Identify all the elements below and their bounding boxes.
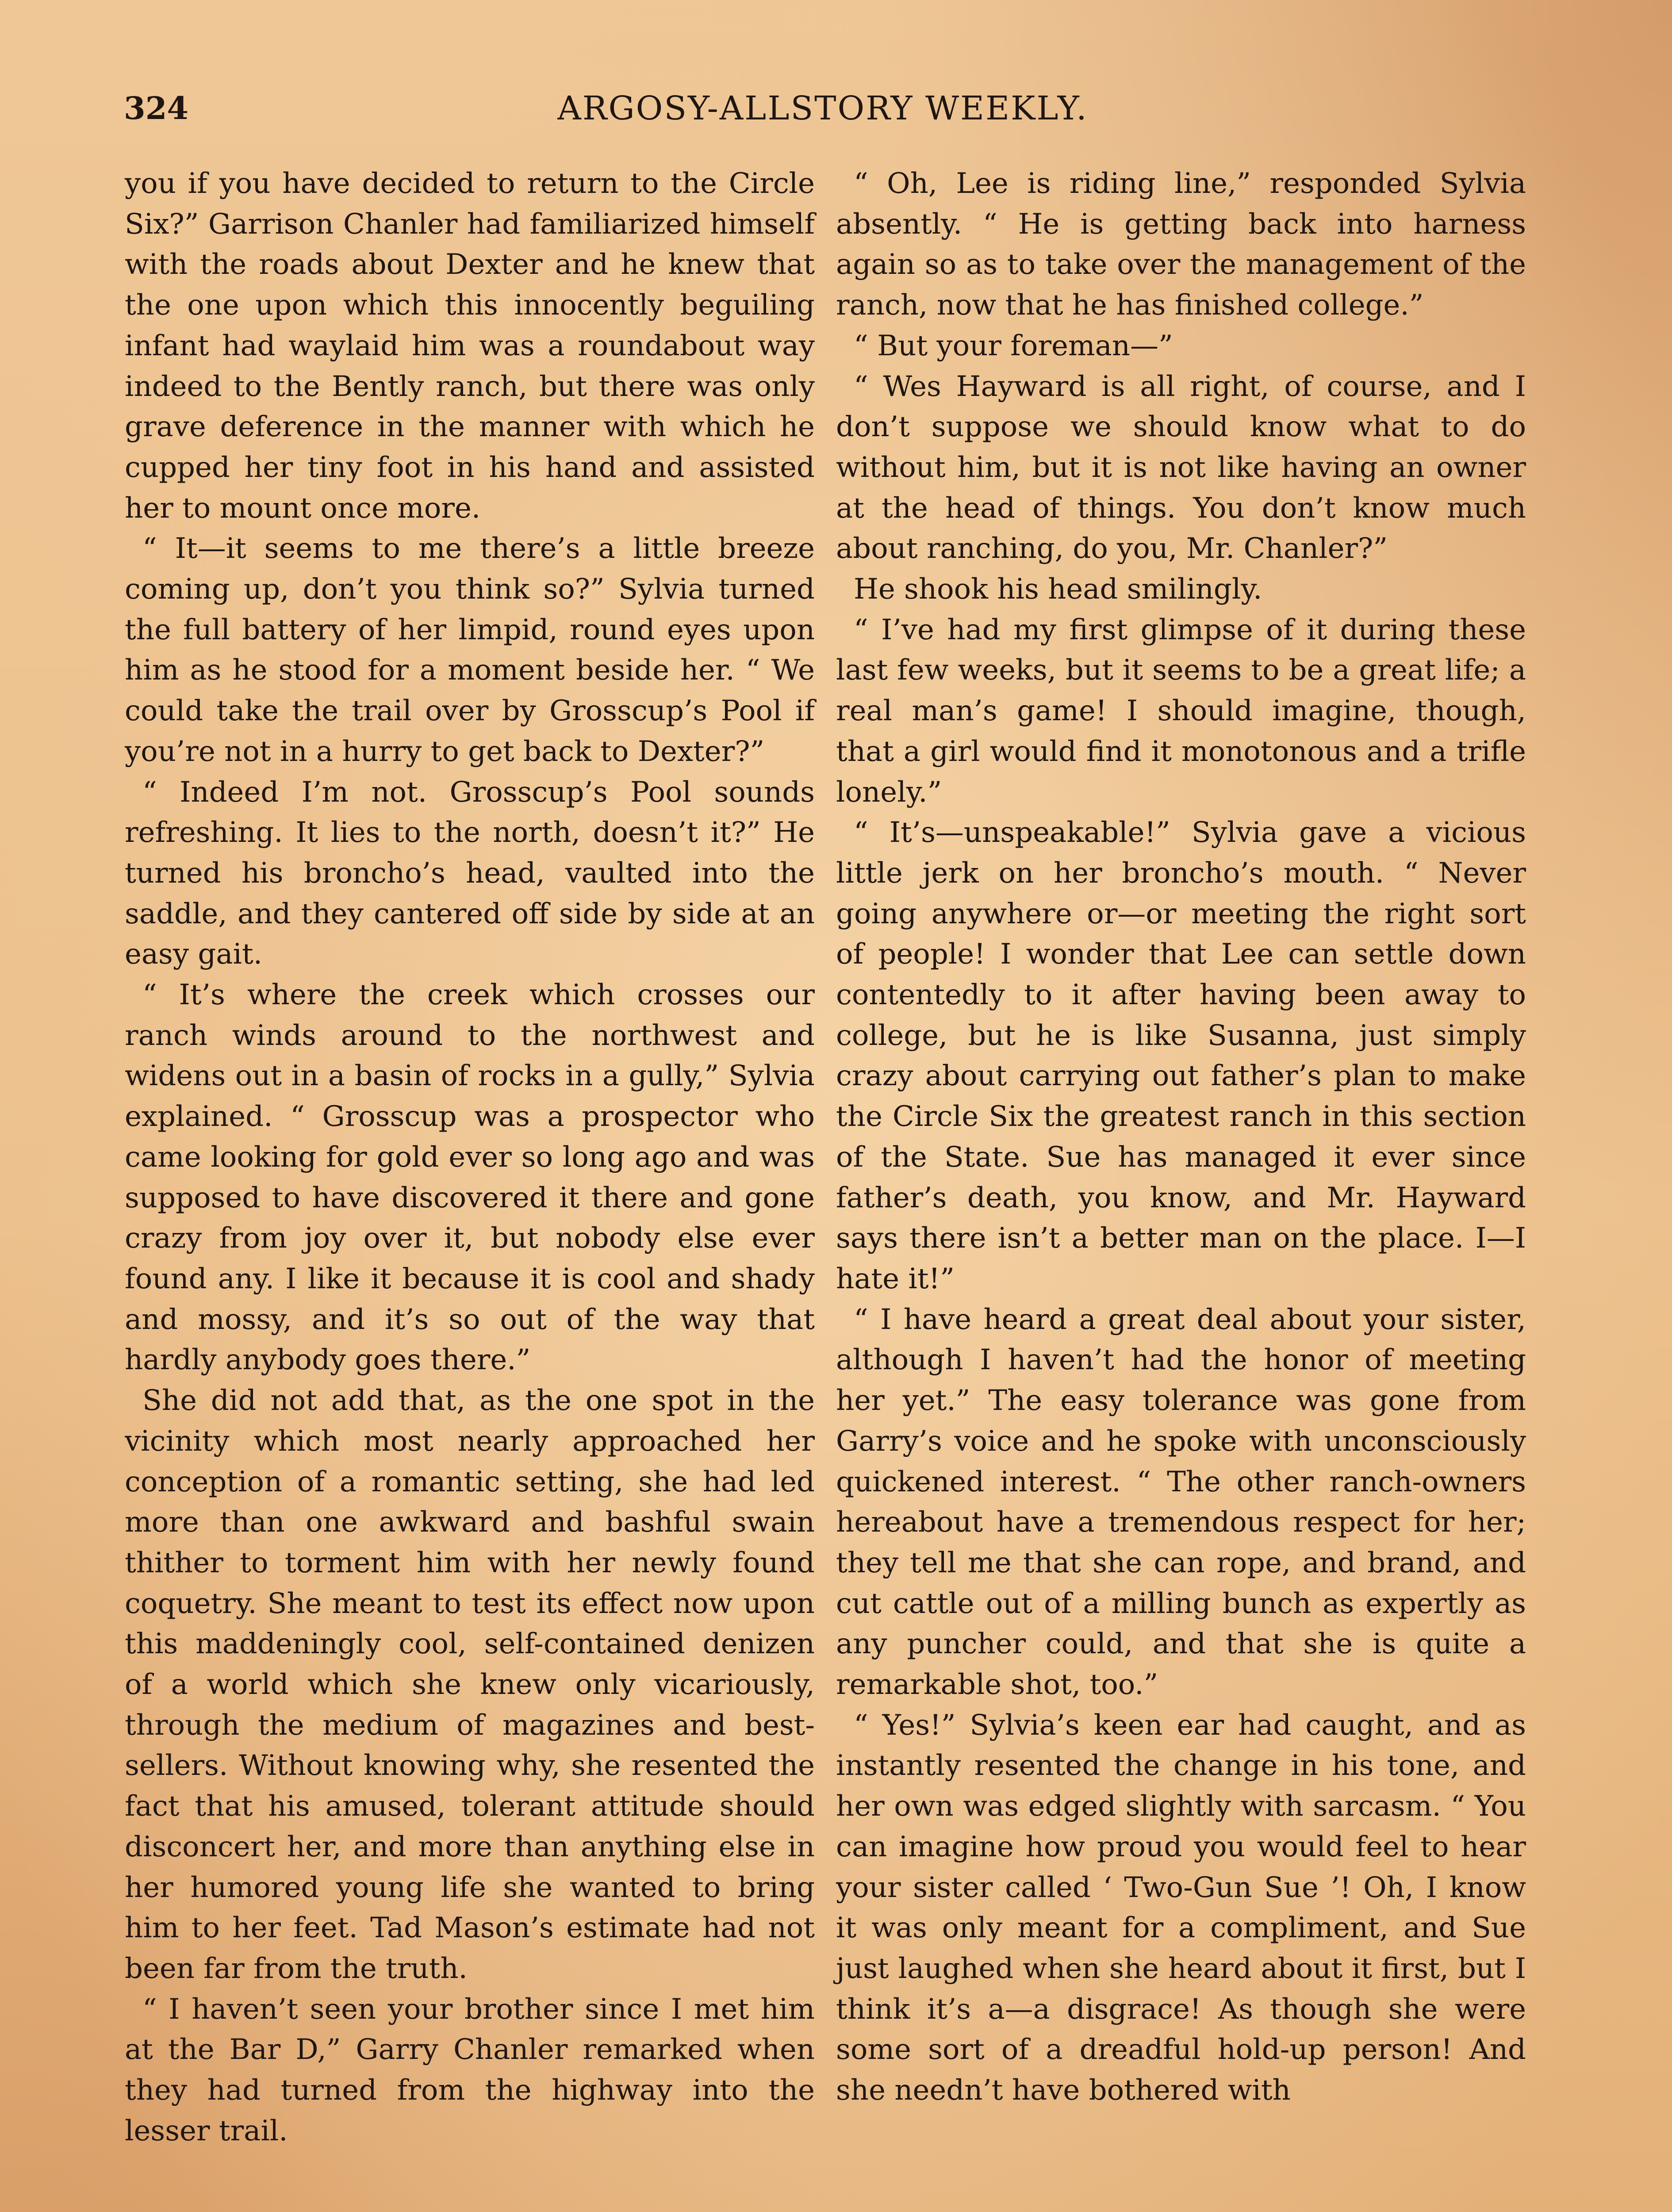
paragraph: you if you have decided to return to the Circle Six?” Garrison Chanler had familiarized himself with the roads about Dexter and he knew that the one upon which this innocently beguiling infant had waylaid him was a roundabout way indeed to the Bently ranch, but there was only grave deference in the manner with which he cupped her tiny foot in his hand and assisted her to mount once more. — [125, 167, 815, 525]
paragraph: “ Indeed I’m not. Grosscup’s Pool sounds refreshing. It lies to the north, doesn’t it?” He turned his broncho’s head, vaulted into the saddle, and they cantered off side by side at an easy gait. — [125, 776, 815, 971]
paragraph: “ I haven’t seen your brother since I met him at the Bar D,” Garry Chanler remarked when they had turned from the highway into the lesser trail. — [125, 1993, 815, 2147]
paragraph: “ Yes!” Sylvia’s keen ear had caught, and as instantly resented the change in his tone, and her own was edged slightly with sarcasm. “ You can imagine how proud you would feel to hear your sister called ‘ Two-Gun Sue ’! Oh, I know it was only meant for a compliment, and Sue just laughed when she heard about it first, but I think it’s a—a disgrace! As though she were some sort of a dreadful hold-up person! And she needn’t have bothered with — [836, 1709, 1526, 2107]
paragraph: “ But your foreman—” — [854, 329, 1173, 362]
paragraph: “ I’ve had my first glimpse of it during these last few weeks, but it seems to be a great life; a real man’s game! I should imagine, though, that a girl would find it monotonous and a trifle lonely.” — [836, 613, 1526, 809]
paragraph: He shook his head smilingly. — [854, 573, 1262, 606]
right-column — [836, 164, 1526, 2111]
paragraph: “ It’s—unspeakable!” Sylvia gave a vicious little jerk on her broncho’s mouth. “ Never going anywhere or—or meeting the right sort of people! I wonder that Lee can settle down contentedly to it after having been away to college, but he is like Susanna, just simply crazy about carrying out father’s plan to make the Circle Six the greatest ranch in this section of the State. Sue has managed it ever since father’s death, you know, and Mr. Hayward says there isn’t a better man on the place. I—I hate it!” — [836, 816, 1526, 1295]
paragraph: “ Wes Hayward is all right, of course, and I don’t suppose we should know what to do without him, but it is not like having an owner at the head of things. You don’t know much about ranching, do you, Mr. Chanler?” — [836, 370, 1526, 565]
paragraph: “ Oh, Lee is riding line,” responded Sylvia absently. “ He is getting back into harness again so as to take over the management of the ranch, now that he has finished college.” — [836, 167, 1526, 322]
paragraph: “ It—it seems to me there’s a little breeze coming up, don’t you think so?” Sylvia turned the full battery of her limpid, round eyes upon him as he stood for a moment beside her. “ We could take the trail over by Grosscup’s Pool if you’re not in a hurry to get back to Dexter?” — [125, 532, 815, 768]
page-header — [124, 84, 1522, 133]
left-column — [125, 164, 815, 2151]
paragraph: She did not add that, as the one spot in the vicinity which most nearly approached her conception of a romantic setting, she had led more than one awkward and bashful swain thither to torment him with her newly found coquetry. She meant to test its effect now upon this maddeningly cool, self-contained denizen of a world which she knew only vicariously, through the medium of magazines and best-sellers. Without knowing why, she resented the fact that his amused, tolerant attitude should disconcert her, and more than anything else in her humored young life she wanted to bring him to her feet. Tad Mason’s estimate had not been far from the truth. — [125, 1384, 815, 1985]
paragraph: “ I have heard a great deal about your sister, although I haven’t had the honor of meeting her yet.” The easy tolerance was gone from Garry’s voice and he spoke with unconsciously quickened interest. “ The other ranch-owners hereabout have a tremendous respect for her; they tell me that she can rope, and brand, and cut cattle out of a milling bunch as expertly as any puncher could, and that she is quite a remarkable shot, too.” — [836, 1303, 1526, 1701]
paragraph: “ It’s where the creek which crosses our ranch winds around to the northwest and widens out in a basin of rocks in a gully,” Sylvia explained. “ Grosscup was a prospector who came looking for gold ever so long ago and was supposed to have discovered it there and gone crazy from joy over it, but nobody else ever found any. I like it because it is cool and shady and mossy, and it’s so out of the way that hardly anybody goes there.” — [125, 979, 815, 1377]
running-title: ARGOSY-ALLSTORY WEEKLY. — [557, 89, 1088, 127]
page-number: 324 — [124, 90, 189, 127]
